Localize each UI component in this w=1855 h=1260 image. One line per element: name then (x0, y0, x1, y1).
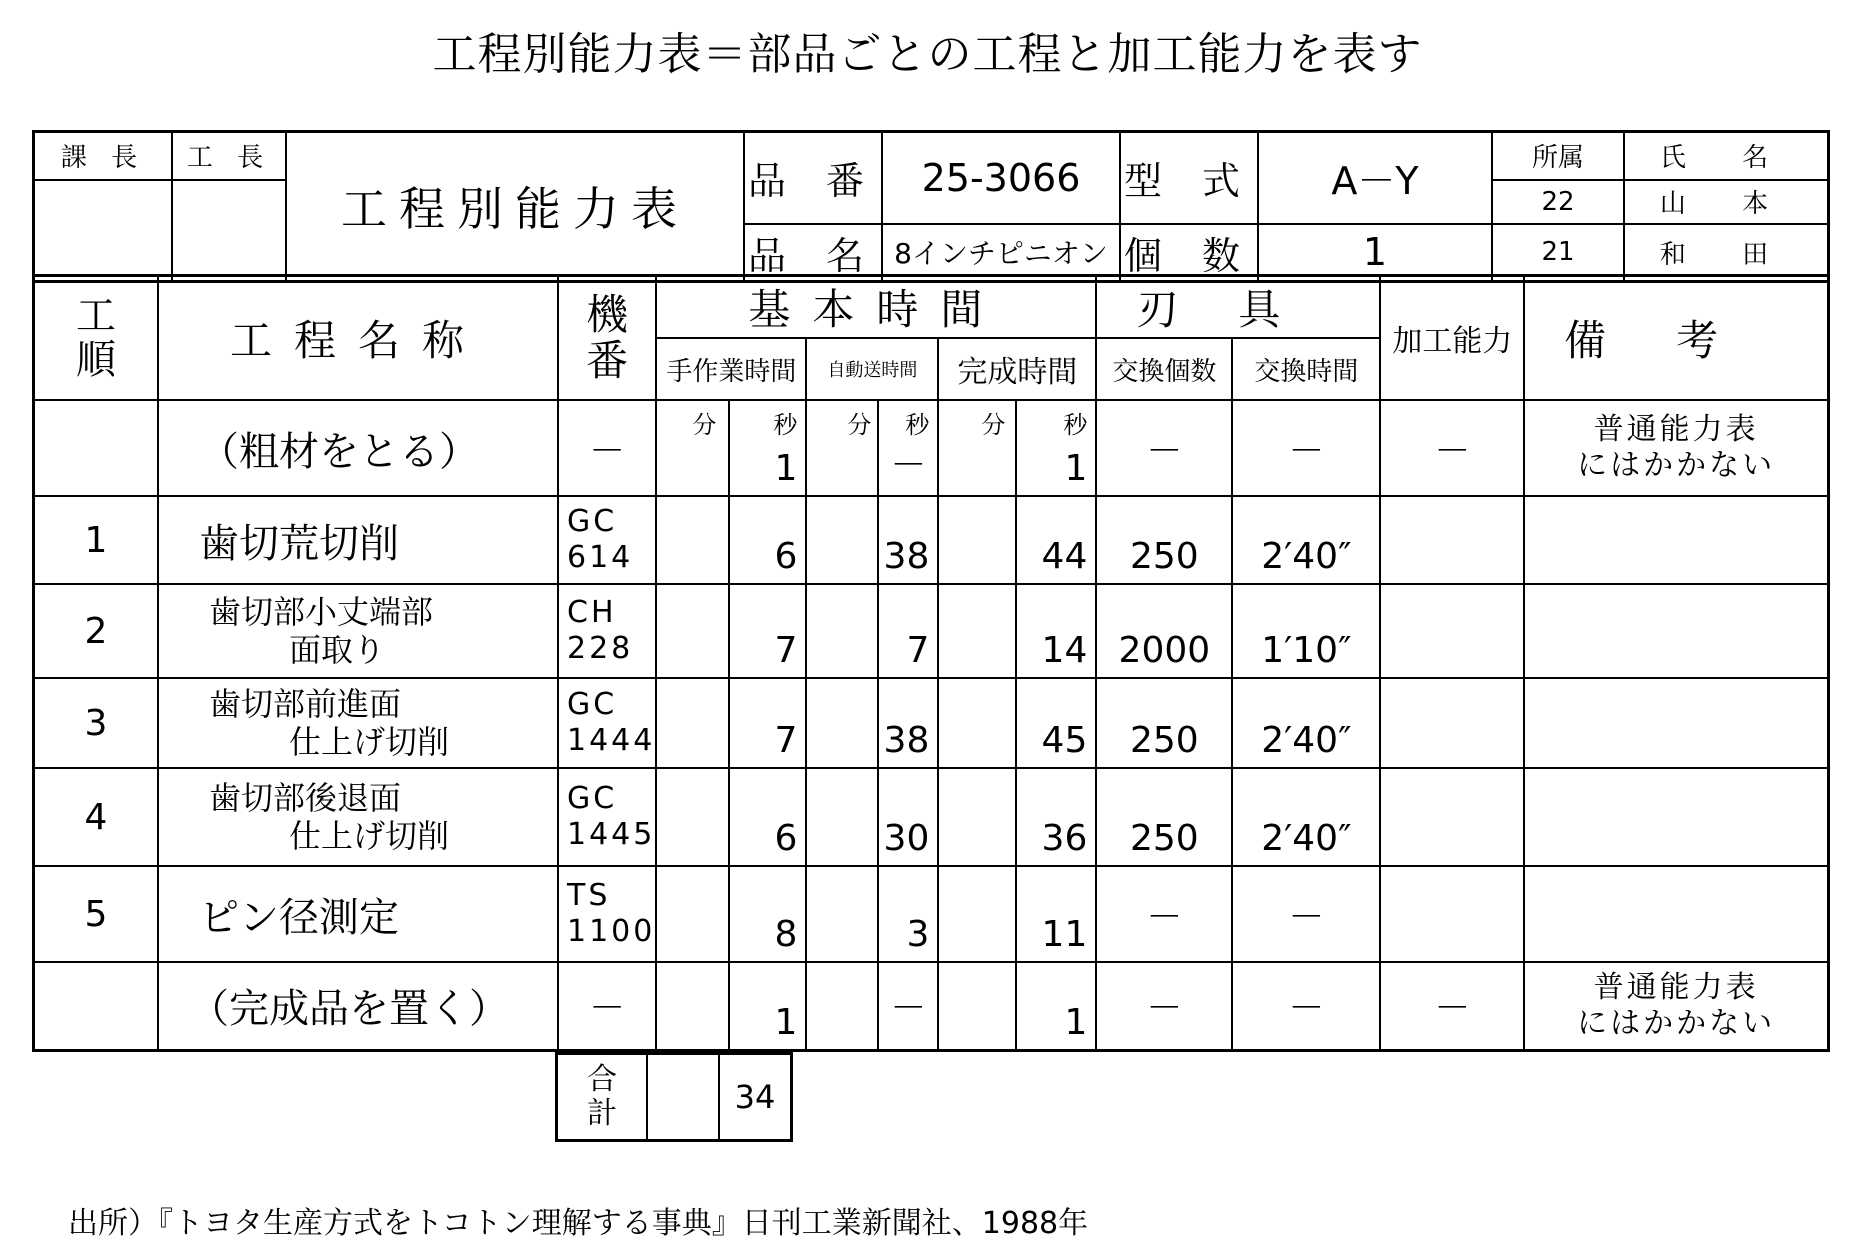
complete-sec-value: 1 (1064, 448, 1088, 489)
row-remarks (1524, 866, 1828, 962)
complete-sec: 14 (1016, 584, 1096, 678)
staff-name: 山 本 (1624, 180, 1829, 224)
manual-min (656, 496, 729, 584)
complete-min (938, 400, 1016, 496)
machine-line: TS (567, 878, 611, 913)
row-machine (558, 678, 656, 768)
unit-byo: 秒 (1063, 411, 1088, 439)
complete-min (938, 866, 1016, 962)
row-machine (558, 866, 656, 962)
manual-sec: 6 (729, 496, 806, 584)
col-kokan-kosu: 交換個数 (1096, 338, 1232, 400)
row-capacity (1380, 584, 1524, 678)
manual-min (656, 678, 729, 768)
machine-line: GC (567, 687, 618, 722)
row-exch-count: － (1096, 400, 1232, 496)
total-box (555, 1052, 793, 1142)
manual-min (656, 768, 729, 866)
row-order: 4 (34, 768, 159, 866)
machine-line: GC (567, 504, 618, 539)
col-kansei: 完成時間 (938, 338, 1096, 400)
row-exch-time: 2′40″ (1232, 768, 1380, 866)
complete-min (938, 768, 1016, 866)
process-capacity-table (32, 274, 1830, 1052)
manual-sec-value: 1 (774, 448, 798, 489)
col-te-sagyo: 手作業時間 (656, 338, 806, 400)
row-exch-count: 250 (1096, 496, 1232, 584)
row-name: （粗材をとる） (158, 400, 558, 496)
unit-fun: 分 (847, 411, 872, 439)
col-kako-noryoku: 加工能力 (1380, 276, 1524, 401)
manual-sec: 7 (729, 678, 806, 768)
auto-sec: 38 (878, 496, 938, 584)
remarks-line: 普通能力表 (1593, 969, 1759, 1005)
unit-byo: 秒 (773, 411, 798, 439)
manual-sec: 6 (729, 768, 806, 866)
manual-sec (729, 400, 806, 496)
row-order (34, 962, 159, 1050)
hinban-value: 25-3066 (882, 132, 1120, 224)
row-order: 1 (34, 496, 159, 584)
row-machine (558, 584, 656, 678)
name-line: 歯切部小丈端部 (209, 593, 434, 631)
row-remarks (1524, 768, 1828, 866)
shimei-label: 氏 名 (1624, 132, 1829, 180)
machine-line: 1445 (567, 817, 656, 852)
row-machine: － (558, 400, 656, 496)
row-capacity (1380, 768, 1524, 866)
kocho-label: 工 長 (172, 132, 286, 180)
katashiki-value: A－Y (1258, 132, 1492, 224)
remarks-line: にはかかない (1577, 1005, 1776, 1041)
row-remarks (1524, 496, 1828, 584)
row-remarks (1524, 962, 1828, 1050)
row-capacity (1380, 678, 1524, 768)
row-exch-time: 2′40″ (1232, 496, 1380, 584)
total-min (647, 1054, 719, 1141)
row-machine (558, 768, 656, 866)
auto-sec: 7 (878, 584, 938, 678)
auto-min (806, 400, 878, 496)
auto-sec: 30 (878, 768, 938, 866)
row-capacity: － (1380, 962, 1524, 1050)
table-row (34, 866, 1829, 962)
complete-sec: 45 (1016, 678, 1096, 768)
complete-sec: 1 (1016, 962, 1096, 1050)
manual-min (656, 866, 729, 962)
row-exch-time: － (1232, 962, 1380, 1050)
row-exch-count: 250 (1096, 768, 1232, 866)
auto-sec (878, 400, 938, 496)
row-exch-count: － (1096, 962, 1232, 1050)
kacho-label: 課 長 (34, 132, 173, 180)
row-exch-time: 1′10″ (1232, 584, 1380, 678)
col-kojun (34, 276, 159, 401)
table-row (34, 584, 1829, 678)
auto-sec: － (878, 962, 938, 1050)
table-row (34, 496, 1829, 584)
row-name: （完成品を置く） (158, 962, 558, 1050)
manual-min (656, 584, 729, 678)
row-order: 2 (34, 584, 159, 678)
total-label-text: 合計 (587, 1062, 617, 1131)
unit-fun: 分 (692, 411, 717, 439)
row-exch-count: － (1096, 866, 1232, 962)
auto-min (806, 678, 878, 768)
table-row (34, 962, 1829, 1050)
auto-min (806, 866, 878, 962)
row-exch-count: 2000 (1096, 584, 1232, 678)
row-name (158, 584, 558, 678)
row-exch-count: 250 (1096, 678, 1232, 768)
row-order: 5 (34, 866, 159, 962)
name-line: 歯切部後退面 (209, 779, 402, 817)
hinmei-value: 8インチピニオン (882, 224, 1120, 282)
auto-sec-value: － (890, 445, 927, 486)
machine-line: CH (567, 595, 617, 630)
table-row (34, 678, 1829, 768)
kosu-value: 1 (1258, 224, 1492, 282)
manual-min (656, 962, 729, 1050)
form-title: 工程別能力表 (286, 132, 744, 282)
auto-min (806, 584, 878, 678)
unit-byo: 秒 (905, 411, 930, 439)
auto-sec: 38 (878, 678, 938, 768)
row-capacity (1380, 866, 1524, 962)
row-machine: － (558, 962, 656, 1050)
complete-sec (1016, 400, 1096, 496)
name-line: 仕上げ切削 (289, 723, 450, 761)
name-line: 面取り (289, 631, 386, 669)
name-line: 仕上げ切削 (289, 817, 450, 855)
source-citation: 出所）『トヨタ生産方式をトコトン理解する事典』日刊工業新聞社、1988年 (68, 1206, 1089, 1241)
complete-min (938, 496, 1016, 584)
total-value: 34 (719, 1054, 792, 1141)
staff-dept: 21 (1492, 224, 1624, 282)
row-name: ピン径測定 (158, 866, 558, 962)
staff-name: 和 田 (1624, 224, 1829, 282)
row-capacity (1380, 496, 1524, 584)
row-exch-time: 2′40″ (1232, 678, 1380, 768)
machine-line: 1444 (567, 723, 656, 758)
kosu-label: 個 数 (1120, 224, 1258, 282)
row-remarks (1524, 400, 1828, 496)
auto-min (806, 768, 878, 866)
row-name (158, 678, 558, 768)
row-capacity: － (1380, 400, 1524, 496)
katashiki-label: 型 式 (1120, 132, 1258, 224)
unit-fun: 分 (981, 411, 1006, 439)
col-kiban (558, 276, 656, 401)
manual-min (656, 400, 729, 496)
manual-sec: 7 (729, 584, 806, 678)
total-label (557, 1054, 648, 1141)
manual-sec: 8 (729, 866, 806, 962)
complete-min (938, 584, 1016, 678)
col-hagu: 刃具 (1096, 276, 1380, 339)
machine-line: 614 (567, 540, 634, 575)
complete-sec: 11 (1016, 866, 1096, 962)
hinban-label: 品 番 (744, 132, 882, 224)
manual-sec: 1 (729, 962, 806, 1050)
remarks-line: にはかかない (1577, 448, 1776, 483)
kacho-stamp-box (34, 180, 173, 282)
hinmei-label: 品 名 (744, 224, 882, 282)
col-kiban-text: 機番 (586, 290, 629, 385)
auto-min (806, 496, 878, 584)
complete-min (938, 962, 1016, 1050)
row-order: 3 (34, 678, 159, 768)
col-kojun-text: 工順 (76, 293, 116, 383)
complete-min (938, 678, 1016, 768)
row-remarks (1524, 584, 1828, 678)
shozoku-label: 所属 (1492, 132, 1624, 180)
staff-dept: 22 (1492, 180, 1624, 224)
auto-min (806, 962, 878, 1050)
row-exch-time: － (1232, 866, 1380, 962)
page-title: 工程別能力表＝部品ごとの工程と加工能力を表す (432, 29, 1423, 80)
auto-sec: 3 (878, 866, 938, 962)
col-kokan-jikan: 交換時間 (1232, 338, 1380, 400)
row-name (158, 768, 558, 866)
row-name: 歯切荒切削 (158, 496, 558, 584)
complete-sec: 44 (1016, 496, 1096, 584)
row-exch-time: － (1232, 400, 1380, 496)
row-machine (558, 496, 656, 584)
col-jido-okuri: 自動送時間 (806, 338, 938, 400)
col-kihon-jikan: 基本時間 (656, 276, 1096, 339)
machine-line: 1100 (567, 914, 656, 949)
form-header (32, 130, 1830, 283)
name-line: 歯切部前進面 (209, 685, 402, 723)
row-order (34, 400, 159, 496)
complete-sec: 36 (1016, 768, 1096, 866)
table-row (34, 400, 1829, 496)
table-row (34, 768, 1829, 866)
row-remarks (1524, 678, 1828, 768)
col-kotei-meisho: 工程名称 (158, 276, 558, 401)
machine-line: 228 (567, 631, 634, 666)
col-biko: 備考 (1524, 276, 1828, 401)
machine-line: GC (567, 781, 618, 816)
remarks-line: 普通能力表 (1593, 412, 1759, 447)
kocho-stamp-box (172, 180, 286, 282)
